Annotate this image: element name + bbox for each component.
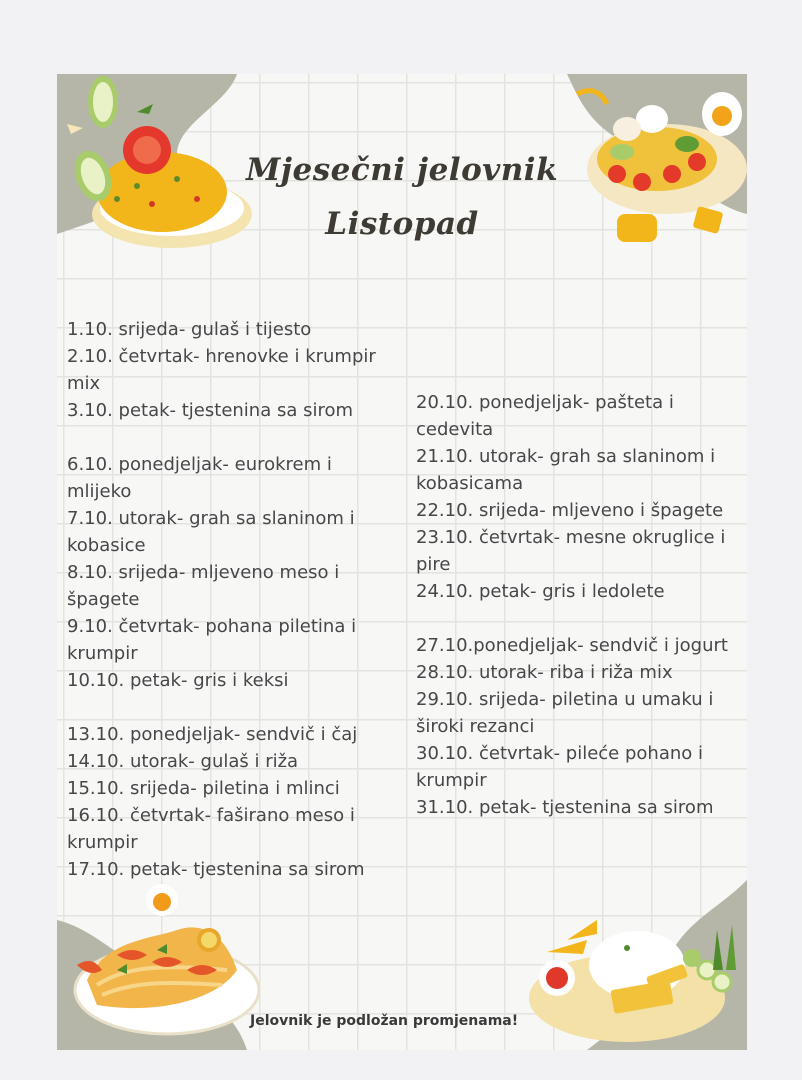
menu-sheet bbox=[57, 74, 747, 1050]
menu-entry: 17.10. petak- tjestenina sa sirom bbox=[67, 859, 365, 880]
menu-entry: 7.10. utorak- grah sa slaninom i kobasice bbox=[67, 508, 355, 556]
menu-entry: 3.10. petak- tjestenina sa sirom bbox=[67, 400, 354, 421]
menu-entry: 29.10. srijeda- piletina u umaku i široki rezanci bbox=[416, 689, 714, 737]
menu-entry: 8.10. srijeda- mljeveno meso i špagete bbox=[67, 562, 340, 610]
pasta-shrimp-illustration bbox=[57, 870, 267, 1050]
menu-entry: 10.10. petak- gris i keksi bbox=[67, 670, 289, 691]
page-title: Mjesečni jelovnik bbox=[245, 152, 559, 188]
menu-entry: 20.10. ponedjeljak- pašteta i cedevita bbox=[416, 392, 674, 440]
menu-column-right bbox=[416, 389, 736, 821]
menu-entry: 22.10. srijeda- mljeveno i špagete bbox=[416, 500, 724, 521]
footer-note: Jelovnik je podložan promjenama! bbox=[250, 1013, 519, 1029]
menu-entry: 24.10. petak- gris i ledolete bbox=[416, 581, 665, 602]
menu-entry: 13.10. ponedjeljak- sendvič i čaj bbox=[67, 724, 358, 745]
menu-entry: 28.10. utorak- riba i riža mix bbox=[416, 662, 673, 683]
menu-entry: 27.10.ponedjeljak- sendvič i jogurt bbox=[416, 635, 728, 656]
menu-entry: 31.10. petak- tjestenina sa sirom bbox=[416, 797, 714, 818]
week-gap bbox=[67, 694, 382, 721]
fries-sandwich-illustration bbox=[517, 870, 747, 1050]
week-gap bbox=[67, 424, 382, 451]
menu-entry: 23.10. četvrtak- mesne okruglice i pire bbox=[416, 527, 726, 575]
menu-entry: 1.10. srijeda- gulaš i tijesto bbox=[67, 319, 312, 340]
month-title: Listopad bbox=[325, 206, 479, 242]
menu-entry: 16.10. četvrtak- faširano meso i krumpir bbox=[67, 805, 355, 853]
menu-entry: 2.10. četvrtak- hrenovke i krumpir mix bbox=[67, 346, 376, 394]
menu-column-left bbox=[67, 316, 382, 883]
week-gap bbox=[416, 605, 736, 632]
menu-entry: 21.10. utorak- grah sa slaninom i kobasicama bbox=[416, 446, 716, 494]
menu-entry: 30.10. četvrtak- pileće pohano i krumpir bbox=[416, 743, 703, 791]
menu-entry: 6.10. ponedjeljak- eurokrem i mlijeko bbox=[67, 454, 332, 502]
menu-entry: 14.10. utorak- gulaš i riža bbox=[67, 751, 299, 772]
menu-entry: 15.10. srijeda- piletina i mlinci bbox=[67, 778, 340, 799]
menu-entry: 9.10. četvrtak- pohana piletina i krumpir bbox=[67, 616, 357, 664]
